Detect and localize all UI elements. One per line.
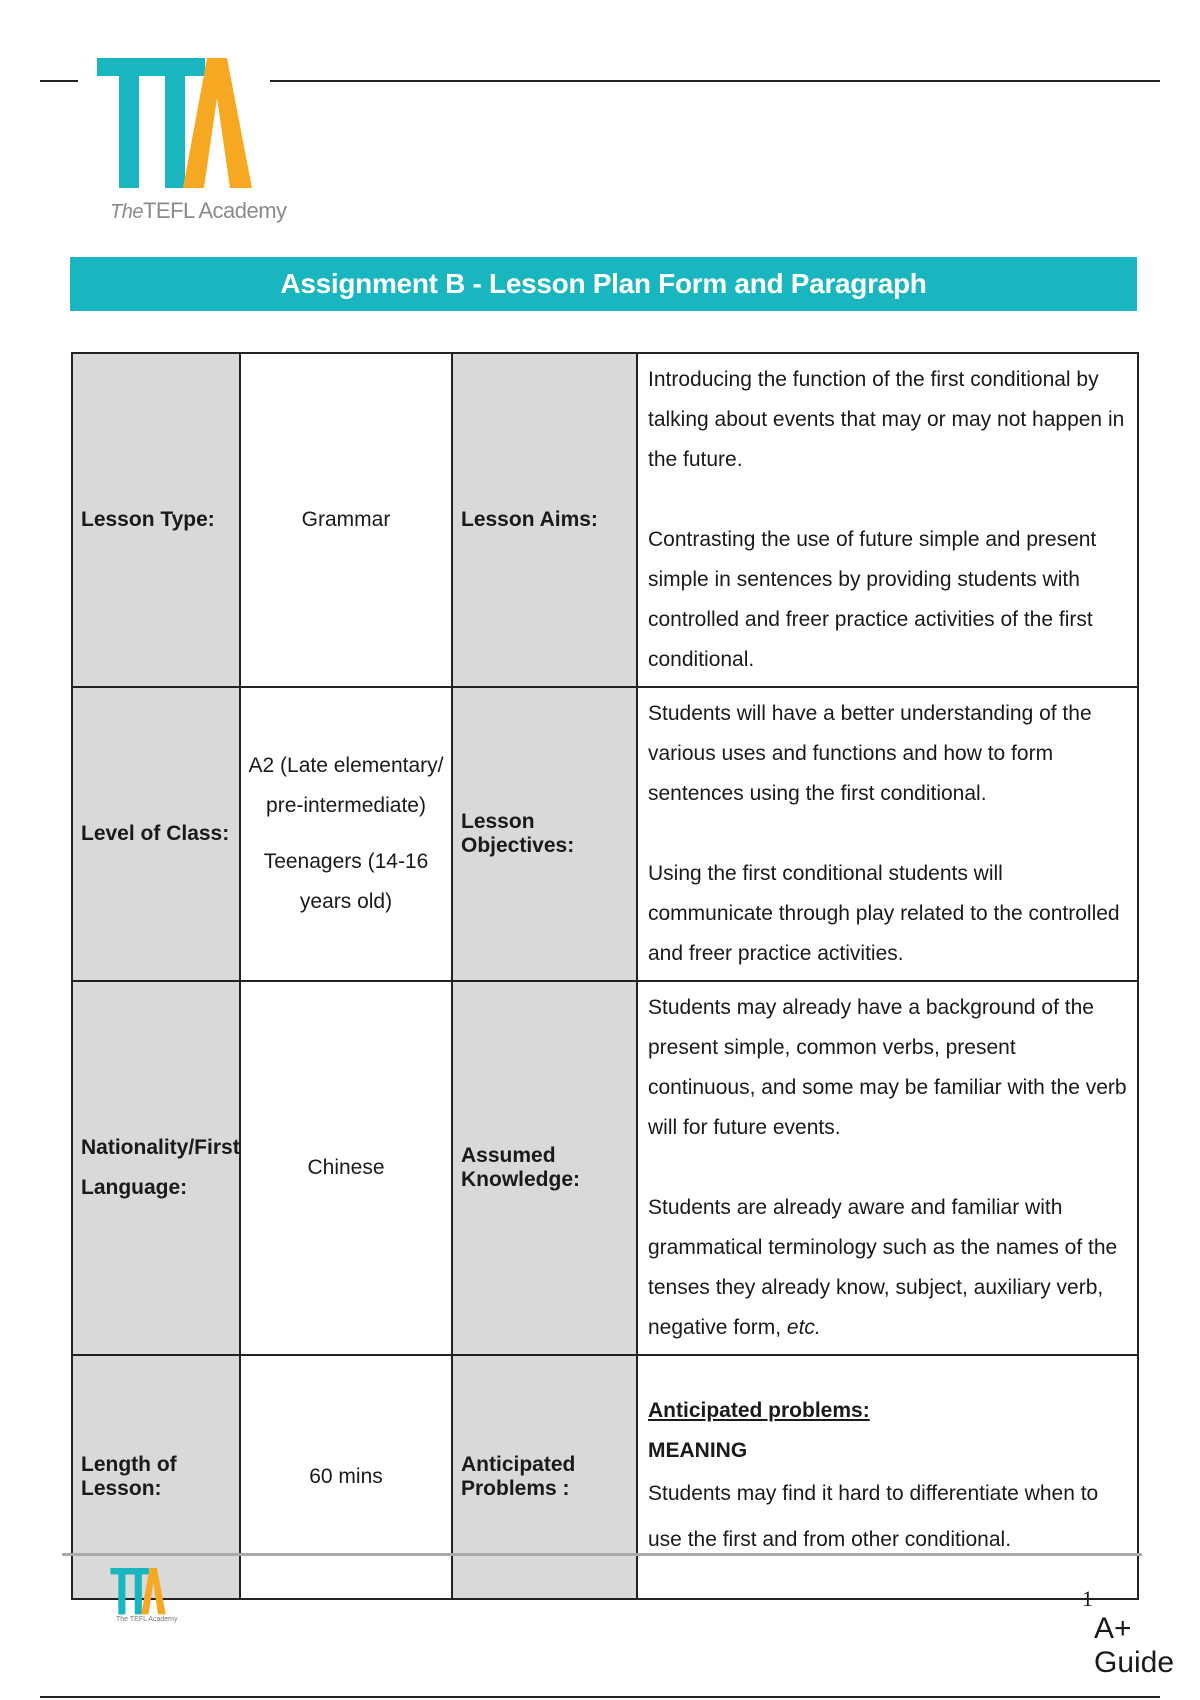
value-line: A2 (Late elementary/ (248, 754, 444, 777)
table-row-length (72, 1355, 1138, 1599)
value-nationality (240, 981, 452, 1355)
lesson-aims-text (637, 353, 1138, 687)
header-rule-right (270, 80, 1160, 82)
logo-the: The (110, 201, 143, 223)
paragraph: Introducing the function of the first conditional by talking about events that may or may not happen in the future. (648, 368, 1125, 471)
assumed-knowledge-text (637, 981, 1138, 1355)
value-line: Grammar (301, 508, 391, 531)
value-line: pre-intermediate) (266, 794, 426, 817)
paragraph: Students may find it hard to differentiate when to use the first and from other conditional. (648, 1482, 1099, 1551)
paragraph: Using the first conditional students will communicate through play related to the controlled and freer practice activities. (648, 862, 1120, 965)
lesson-objectives-text (637, 687, 1138, 981)
label-nationality: Nationality/First Language: (72, 981, 240, 1355)
logo-caption (110, 198, 287, 224)
label-assumed-knowledge: Assumed Knowledge: (452, 981, 637, 1355)
banner-title: Assignment B - Lesson Plan Form and Paragraph (280, 268, 927, 299)
meaning-heading: MEANING (648, 1439, 748, 1462)
value-line: Teenagers (14-16 years old) (263, 850, 429, 913)
etc-text: etc. (786, 1316, 821, 1339)
footer-logo-caption: The TEFL Academy (116, 1616, 178, 1623)
logo-name: TEFL Academy (142, 198, 287, 223)
table-row-level (72, 687, 1138, 981)
watermark-text: A+ Guide (1094, 1612, 1175, 1679)
lesson-plan-table (71, 352, 1139, 1600)
paragraph: Students will have a better understanding of the various uses and functions and how to form sentences using the first conditional. (648, 702, 1092, 805)
label-length-of-lesson: Length of Lesson: (72, 1355, 240, 1599)
page-number: 1 (1082, 1586, 1093, 1611)
paragraph: Contrasting the use of future simple and present simple in sentences by providing students with controlled and freer practice activities of the first conditional. (648, 528, 1097, 671)
label-anticipated-problems: Anticipated Problems : (452, 1355, 637, 1599)
paragraph-text: Students are already aware and familiar with grammatical terminology such as the names of the tenses they already know, subject, auxiliary verb, negative form, (648, 1196, 1118, 1339)
table-row-lesson-type (72, 353, 1138, 687)
anticipated-problems-text (637, 1355, 1138, 1599)
bottom-rule (40, 1696, 1160, 1698)
value-line: Chinese (307, 1156, 385, 1179)
value-lesson-type (240, 353, 452, 687)
assignment-banner (70, 257, 1137, 311)
footer-rule (62, 1553, 1142, 1556)
subheading: Anticipated problems: (648, 1399, 870, 1422)
label-level-of-class: Level of Class: (72, 687, 240, 981)
paragraph: Students may already have a background of the present simple, common verbs, present continuous, and some may be familiar with the verb will for future events. (648, 996, 1127, 1139)
label-lesson-aims: Lesson Aims: (452, 353, 637, 687)
header-rule-left (40, 80, 78, 82)
value-line: 60 mins (309, 1465, 383, 1488)
label-lesson-type: Lesson Type: (72, 353, 240, 687)
value-level-of-class (240, 687, 452, 981)
footer-tta-logo (110, 1568, 168, 1618)
table-row-nationality (72, 981, 1138, 1355)
paragraph (648, 1188, 1127, 1348)
label-lesson-objectives: Lesson Objectives: (452, 687, 637, 981)
value-length-of-lesson (240, 1355, 452, 1599)
